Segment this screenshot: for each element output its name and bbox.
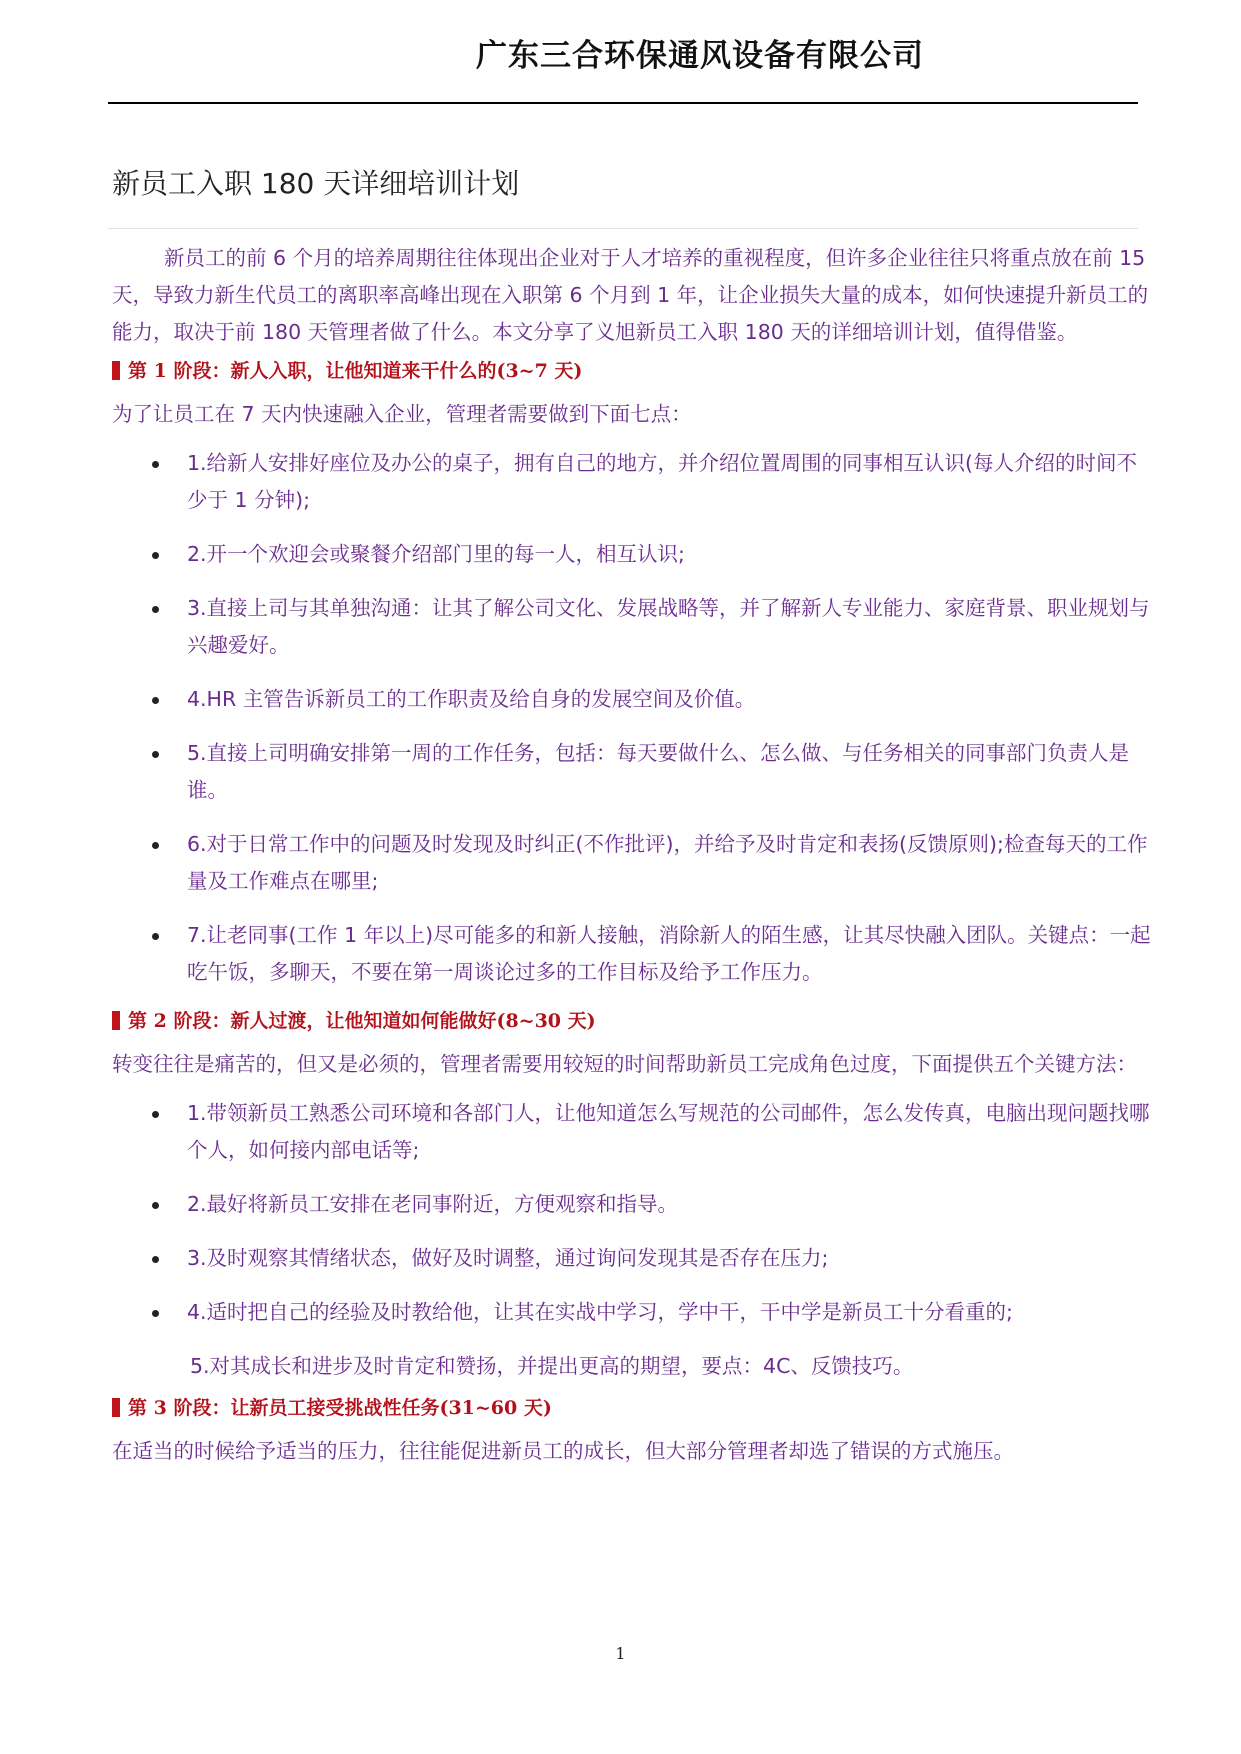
bullet-icon: [152, 933, 159, 940]
bullet-icon: [152, 606, 159, 613]
stage-1-heading: 第 1 阶段：新人入职，让他知道来干什么的(3~7 天): [112, 358, 1152, 384]
stage-marker-icon: [112, 1398, 120, 1417]
stage-1-lead: 为了让员工在 7 天内快速融入企业，管理者需要做到下面七点：: [112, 402, 692, 426]
list-item: 4.适时把自己的经验及时教给他，让其在实战中学习，学中干，干中学是新员工十分看重的;: [112, 1294, 1152, 1331]
stage-2-lead: 转变往往是痛苦的，但又是必须的，管理者需要用较短的时间帮助新员工完成角色过度，下面提供五个关键方法：: [112, 1052, 1137, 1076]
document-title: 新员工入职 180 天详细培训计划: [112, 167, 520, 200]
stage-1-list: [112, 445, 1152, 991]
bullet-icon: [152, 461, 159, 468]
title-divider: [108, 228, 1138, 229]
bullet-icon: [152, 1111, 159, 1118]
company-name-header: 广东三合环保通风设备有限公司: [476, 38, 924, 74]
stage-3-heading: 第 3 阶段：让新员工接受挑战性任务(31~60 天): [112, 1395, 1152, 1421]
bullet-icon: [152, 842, 159, 849]
bullet-icon: [152, 751, 159, 758]
page-number: 1: [615, 1644, 626, 1663]
bullet-icon: [152, 697, 159, 704]
stage-marker-icon: [112, 1011, 120, 1030]
document-body: [112, 240, 1152, 1482]
list-item: 2.最好将新员工安排在老同事附近，方便观察和指导。: [112, 1186, 1152, 1223]
stage-marker-icon: [112, 361, 120, 380]
stage-2-heading: 第 2 阶段：新人过渡，让他知道如何能做好(8~30 天): [112, 1008, 1152, 1034]
intro-paragraph: 新员工的前 6 个月的培养周期往往体现出企业对于人才培养的重视程度，但许多企业往往只将重点放在前 15 天，导致力新生代员工的离职率高峰出现在入职第 6 个月到 1 年，让企业损失大量的成本，如何快速提升新员工的能力，取决于前 180 天管理者做了什么。本文分享了义旭新员工入职 180 天的详细培训计划，值得借鉴。: [112, 246, 1149, 344]
stage-3-lead: 在适当的时候给予适当的压力，往往能促进新员工的成长，但大部分管理者却选了错误的方式施压。: [112, 1439, 1014, 1463]
bullet-icon: [152, 1202, 159, 1209]
bullet-icon: [152, 1310, 159, 1317]
list-item: 1.带领新员工熟悉公司环境和各部门人，让他知道怎么写规范的公司邮件，怎么发传真，电脑出现问题找哪个人，如何接内部电话等;: [112, 1095, 1152, 1169]
list-item: 6.对于日常工作中的问题及时发现及时纠正(不作批评)，并给予及时肯定和表扬(反馈原则);检查每天的工作量及工作难点在哪里;: [112, 826, 1152, 900]
list-item: 4.HR 主管告诉新员工的工作职责及给自身的发展空间及价值。: [112, 681, 1152, 718]
list-item: 5.直接上司明确安排第一周的工作任务，包括：每天要做什么、怎么做、与任务相关的同事部门负责人是谁。: [112, 735, 1152, 809]
stage-2-list: [112, 1095, 1152, 1331]
bullet-icon: [152, 1256, 159, 1263]
list-item: 3.及时观察其情绪状态，做好及时调整，通过询问发现其是否存在压力;: [112, 1240, 1152, 1277]
bullet-icon: [152, 552, 159, 559]
list-item: 1.给新人安排好座位及办公的桌子，拥有自己的地方，并介绍位置周围的同事相互认识(每人介绍的时间不少于 1 分钟);: [112, 445, 1152, 519]
list-item: 3.直接上司与其单独沟通：让其了解公司文化、发展战略等，并了解新人专业能力、家庭背景、职业规划与兴趣爱好。: [112, 590, 1152, 664]
header-divider: [108, 102, 1138, 104]
list-item: 7.让老同事(工作 1 年以上)尽可能多的和新人接触，消除新人的陌生感，让其尽快融入团队。关键点：一起吃午饭，多聊天，不要在第一周谈论过多的工作目标及给予工作压力。: [112, 917, 1152, 991]
list-item: 2.开一个欢迎会或聚餐介绍部门里的每一人，相互认识;: [112, 536, 1152, 573]
stage-2-item-5: 5.对其成长和进步及时肯定和赞扬，并提出更高的期望，要点：4C、反馈技巧。: [190, 1354, 914, 1378]
